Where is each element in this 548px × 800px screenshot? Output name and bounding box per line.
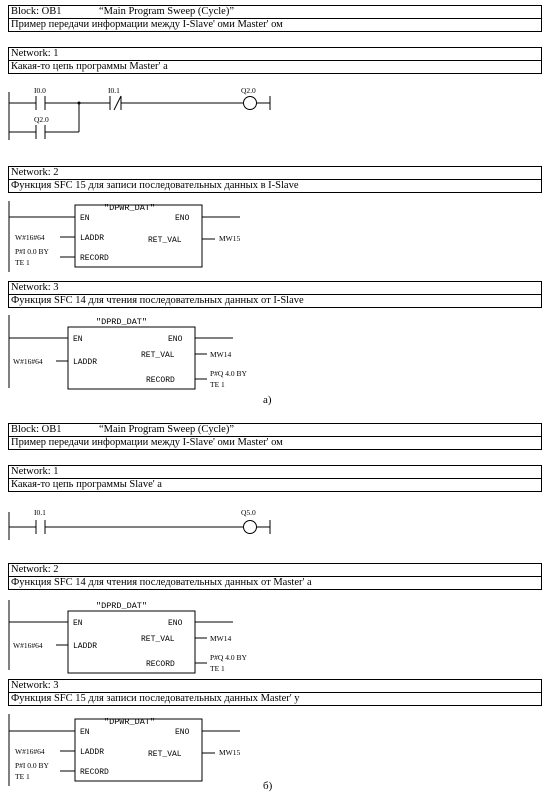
block-title: “Main Program Sweep (Cycle)” <box>99 6 234 17</box>
pin-record: RECORD <box>146 376 175 385</box>
contact-label: I0.1 <box>34 508 46 517</box>
network-comment: Какая-то цепь программы Slave' а <box>9 478 541 491</box>
network-label: Network: 1 <box>11 48 59 59</box>
network-label: Network: 2 <box>11 564 59 575</box>
record-value: TE 1 <box>15 772 30 781</box>
record-value: P#Q 4.0 BY <box>210 369 247 378</box>
network-comment: Функция SFC 14 для чтения последовательных данных от Master' а <box>9 576 541 589</box>
network-comment: Функция SFC 15 для записи последовательных данных в I-Slave <box>9 179 541 192</box>
rung-b1 <box>9 512 270 540</box>
caption-b: б) <box>263 780 273 792</box>
network-comment: Какая-то цепь программы Master' а <box>9 60 541 73</box>
pin-laddr: LADDR <box>73 642 98 651</box>
network-label: Network: 1 <box>11 466 59 477</box>
caption-a: а) <box>263 394 272 406</box>
contact-label: I0.0 <box>34 86 46 95</box>
network-comment: Функция SFC 15 для записи последовательных данных Master' у <box>9 692 541 705</box>
pin-laddr: LADDR <box>80 748 105 757</box>
record-value: TE 1 <box>210 380 225 389</box>
pin-laddr: LADDR <box>73 358 98 367</box>
fb-name: "DPRD_DAT" <box>96 601 148 611</box>
pin-ret-val: RET_VAL <box>141 635 175 644</box>
laddr-value: W#16#64 <box>13 357 43 366</box>
record-value: P#I 0.0 BY <box>15 247 49 256</box>
laddr-value: W#16#64 <box>15 233 45 242</box>
pin-eno: ENO <box>168 619 183 628</box>
pin-ret-val: RET_VAL <box>148 750 182 759</box>
contact-label: I0.1 <box>108 86 120 95</box>
fb-name: "DPWR_DAT" <box>104 717 156 727</box>
pin-en: EN <box>80 728 90 737</box>
pin-record: RECORD <box>146 660 175 669</box>
laddr-value: W#16#64 <box>13 641 43 650</box>
fb-name: "DPWR_DAT" <box>104 203 156 213</box>
pin-eno: ENO <box>175 728 190 737</box>
block-comment: Пример передачи информации между I-Slave' оми Master' ом <box>9 18 541 31</box>
ret-value: MW15 <box>219 234 241 243</box>
network-comment: Функция SFC 14 для чтения последовательных данных от I-Slave <box>9 294 541 307</box>
block-title: “Main Program Sweep (Cycle)” <box>99 424 234 435</box>
network-label: Network: 3 <box>11 282 59 293</box>
block-label: Block: OB1 <box>11 6 62 17</box>
ret-value: MW15 <box>219 748 241 757</box>
pin-en: EN <box>73 619 83 628</box>
record-value: P#Q 4.0 BY <box>210 653 247 662</box>
pin-record: RECORD <box>80 254 109 263</box>
pin-laddr: LADDR <box>80 234 105 243</box>
coil-label: Q5.0 <box>241 508 256 517</box>
record-value: TE 1 <box>210 664 225 673</box>
network-label: Network: 3 <box>11 680 59 691</box>
ret-value: MW14 <box>210 350 232 359</box>
pin-eno: ENO <box>175 214 190 223</box>
pin-record: RECORD <box>80 768 109 777</box>
network-label: Network: 2 <box>11 167 59 178</box>
fb-name: "DPRD_DAT" <box>96 317 148 327</box>
coil-label: Q2.0 <box>241 86 256 95</box>
pin-ret-val: RET_VAL <box>141 351 175 360</box>
pin-ret-val: RET_VAL <box>148 236 182 245</box>
block-comment: Пример передачи информации между I-Slave' оми Master' ом <box>9 436 541 449</box>
record-value: TE 1 <box>15 258 30 267</box>
block-label: Block: OB1 <box>11 424 62 435</box>
pin-eno: ENO <box>168 335 183 344</box>
contact-label: Q2.0 <box>34 115 49 124</box>
record-value: P#I 0.0 BY <box>15 761 49 770</box>
pin-en: EN <box>80 214 90 223</box>
pin-en: EN <box>73 335 83 344</box>
ret-value: MW14 <box>210 634 232 643</box>
laddr-value: W#16#64 <box>15 747 45 756</box>
